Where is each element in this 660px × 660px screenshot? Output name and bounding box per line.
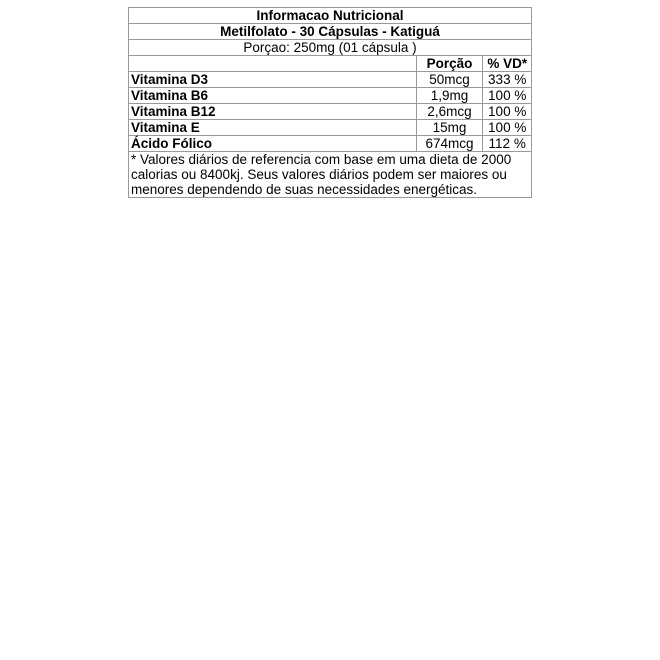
portion-row [129, 40, 532, 56]
nutrient-vd: 100 % [483, 120, 532, 136]
header-empty-cell [129, 56, 417, 72]
portion-size: Porçao: 250mg (01 cápsula ) [129, 40, 532, 56]
table-row [129, 88, 532, 104]
nutrient-name: Vitamina B6 [129, 88, 417, 104]
table-title: Informacao Nutricional [129, 8, 532, 24]
nutrient-vd: 100 % [483, 104, 532, 120]
nutrient-name: Vitamina B12 [129, 104, 417, 120]
table-row [129, 120, 532, 136]
table-row [129, 104, 532, 120]
header-amount: Porção [416, 56, 483, 72]
header-row [129, 56, 532, 72]
table-row [129, 72, 532, 88]
nutrient-amount: 50mcg [416, 72, 483, 88]
nutrient-vd: 100 % [483, 88, 532, 104]
footnote: * Valores diários de referencia com base em uma dieta de 2000 calorias ou 8400kj. Seus valores diários podem ser maiores ou menores dependendo de suas necessidades energéticas. [129, 152, 532, 198]
table-row [129, 136, 532, 152]
nutrient-name: Vitamina D3 [129, 72, 417, 88]
footnote-row [129, 152, 532, 198]
nutrition-facts-table [128, 7, 532, 198]
nutrient-name: Vitamina E [129, 120, 417, 136]
header-vd: % VD* [483, 56, 532, 72]
nutrient-vd: 333 % [483, 72, 532, 88]
nutrient-name: Ácido Fólico [129, 136, 417, 152]
nutrient-amount: 2,6mcg [416, 104, 483, 120]
nutrient-amount: 1,9mg [416, 88, 483, 104]
nutrient-amount: 674mcg [416, 136, 483, 152]
nutrient-amount: 15mg [416, 120, 483, 136]
nutrient-vd: 112 % [483, 136, 532, 152]
product-row [129, 24, 532, 40]
product-name: Metilfolato - 30 Cápsulas - Katiguá [129, 24, 532, 40]
title-row [129, 8, 532, 24]
